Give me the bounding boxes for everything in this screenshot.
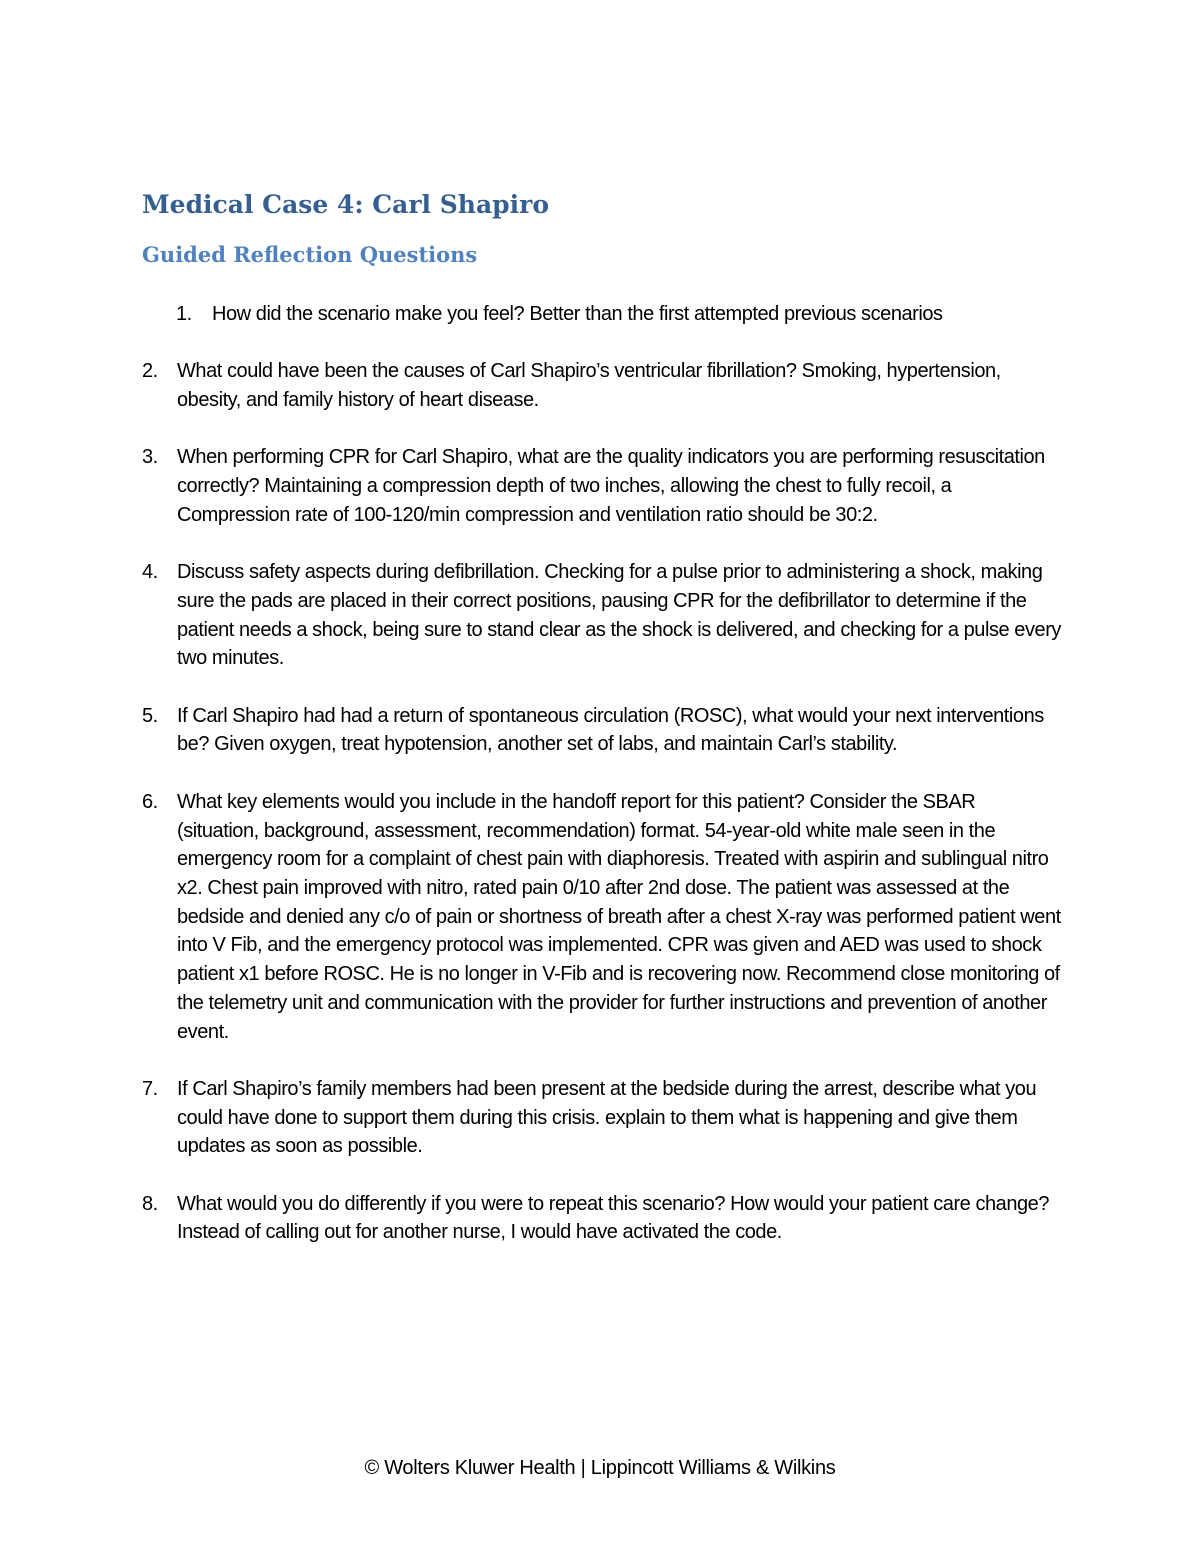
- question-item-2: [142, 357, 1062, 414]
- page-title: Medical Case 4: Carl Shapiro: [142, 190, 550, 219]
- question-item-3: [142, 443, 1062, 529]
- page-footer: © Wolters Kluwer Health | Lippincott Williams & Wilkins: [364, 1457, 836, 1479]
- question-number: 4.: [142, 561, 158, 584]
- page-subtitle: Guided Reflection Questions: [142, 242, 478, 267]
- question-item-8: [142, 1190, 1062, 1247]
- question-text: Discuss safety aspects during defibrillation. Checking for a pulse prior to administering a shock, making sure the pads are placed in their correct positions, pausing CPR for the defibrillator to determine if the patient needs a shock, being sure to stand clear as the shock is delivered, and checking for a pulse every two minutes.: [177, 561, 1061, 670]
- question-text: How did the scenario make you feel? Better than the first attempted previous scenarios: [212, 303, 943, 325]
- question-number: 1.: [176, 303, 192, 325]
- question-text: When performing CPR for Carl Shapiro, what are the quality indicators you are performing resuscitation correctly? Maintaining a compression depth of two inches, allowing the chest to fully recoil, a Compression rate of 100-120/min compression and ventilation ratio should be 30:2.: [177, 446, 1045, 526]
- question-number: 6.: [142, 790, 158, 813]
- question-number: 8.: [142, 1192, 158, 1215]
- question-item-5: [142, 702, 1062, 759]
- question-text: What could have been the causes of Carl Shapiro’s ventricular fibrillation? Smoking, hypertension, obesity, and family history of heart disease.: [177, 360, 1001, 412]
- question-item-7: [142, 1075, 1062, 1161]
- question-text: If Carl Shapiro’s family members had been present at the bedside during the arrest, describe what you could have done to support them during this crisis. explain to them what is happening and give them updates as soon as possible.: [177, 1077, 1037, 1158]
- question-text: What key elements would you include in the handoff report for this patient? Consider the SBAR (situation, background, assessment, recommendation) format. 54-year-old white male seen in the emergency room for a complaint of chest pain with diaphoresis. Treated with aspirin and sublingual nitro x2. Chest pain improved with nitro, rated pain 0/10 after 2nd dose. The patient was assessed at the bedside and denied any c/o of pain or shortness of breath after a chest X-ray was performed patient went into V Fib, and the emergency protocol was implemented. CPR was given and AED was used to shock patient x1 before ROSC. He is no longer in V-Fib and is recovering now. Recommend close monitoring of the telemetry unit and communication with the provider for further instructions and prevention of another event.: [177, 790, 1061, 1043]
- question-list: [142, 300, 1062, 1276]
- question-number: 2.: [142, 360, 158, 383]
- question-number: 3.: [142, 446, 158, 469]
- question-item-4: [142, 558, 1062, 673]
- question-item-6: [142, 788, 1062, 1046]
- question-number: 5.: [142, 704, 158, 727]
- question-text: What would you do differently if you were to repeat this scenario? How would your patient care change? Instead of calling out for another nurse, I would have activated the code.: [177, 1192, 1050, 1244]
- question-number: 7.: [142, 1077, 158, 1100]
- question-item-1: [142, 300, 1062, 329]
- question-text: If Carl Shapiro had had a return of spontaneous circulation (ROSC), what would your next interventions be? Given oxygen, treat hypotension, another set of labs, and maintain Carl’s stability.: [177, 704, 1044, 756]
